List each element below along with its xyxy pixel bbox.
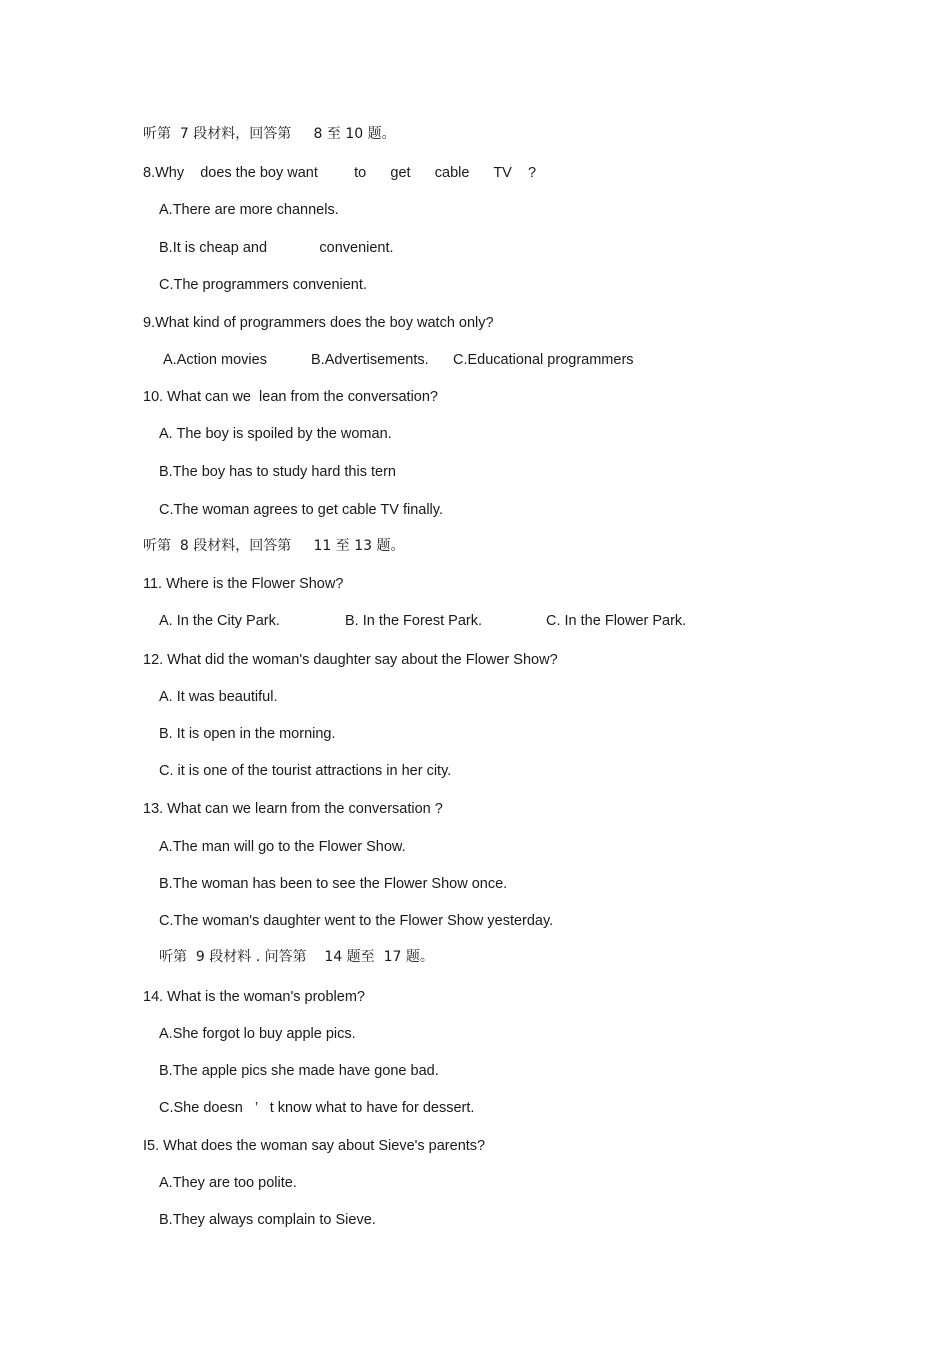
question-10: 10. What can we lean from the conversation? bbox=[143, 389, 438, 405]
question-14: 14. What is the woman's problem? bbox=[143, 989, 365, 1005]
q13-option-a: A.The man will go to the Flower Show. bbox=[159, 839, 406, 855]
q14-option-a: A.She forgot lo buy apple pics. bbox=[159, 1026, 356, 1042]
q14-option-c: C.She doesn ’ t know what to have for dessert. bbox=[159, 1100, 475, 1116]
question-9: 9.What kind of programmers does the boy watch only? bbox=[143, 315, 494, 331]
q8-option-a: A.There are more channels. bbox=[159, 202, 339, 218]
q10-option-a: A. The boy is spoiled by the woman. bbox=[159, 426, 392, 442]
q9-option-a: A.Action movies bbox=[163, 352, 267, 368]
q8-option-c: C.The programmers convenient. bbox=[159, 277, 367, 293]
q11-option-b: B. In the Forest Park. bbox=[345, 613, 482, 629]
q12-option-c: C. it is one of the tourist attractions in her city. bbox=[159, 763, 452, 779]
question-11: 11. Where is the Flower Show? bbox=[143, 576, 344, 592]
section-heading-7: 听第 7 段材料，回答第 8 至 10 题。 bbox=[143, 126, 396, 142]
question-8: 8.Why does the boy want to get cable TV ? bbox=[143, 165, 537, 181]
section-heading-9: 听第 9 段材料 . 问答第 14 题至 17 题。 bbox=[159, 949, 434, 965]
q9-option-b: B.Advertisements. bbox=[311, 352, 429, 368]
q10-option-c: C.The woman agrees to get cable TV finally. bbox=[159, 502, 443, 518]
q11-option-a: A. In the City Park. bbox=[159, 613, 280, 629]
q15-option-b: B.They always complain to Sieve. bbox=[159, 1212, 376, 1228]
q13-option-b: B.The woman has been to see the Flower Show once. bbox=[159, 876, 508, 892]
q14-option-b: B.The apple pics she made have gone bad. bbox=[159, 1063, 439, 1079]
question-13: 13. What can we learn from the conversation ? bbox=[143, 801, 443, 817]
q11-option-c: C. In the Flower Park. bbox=[546, 613, 687, 629]
section-heading-8: 听第 8 段材料，回答第 11 至 13 题。 bbox=[143, 538, 405, 554]
q15-option-a: A.They are too polite. bbox=[159, 1175, 297, 1191]
q10-option-b: B.The boy has to study hard this tern bbox=[159, 464, 396, 480]
question-15: I5. What does the woman say about Sieve's parents? bbox=[143, 1138, 486, 1154]
q13-option-c: C.The woman's daughter went to the Flower Show yesterday. bbox=[159, 913, 554, 929]
q9-option-c: C.Educational programmers bbox=[453, 352, 634, 368]
q8-option-b: B.It is cheap and convenient. bbox=[159, 240, 394, 256]
q12-option-b: B. It is open in the morning. bbox=[159, 726, 336, 742]
q12-option-a: A. It was beautiful. bbox=[159, 689, 278, 705]
question-12: 12. What did the woman's daughter say about the Flower Show? bbox=[143, 652, 558, 668]
